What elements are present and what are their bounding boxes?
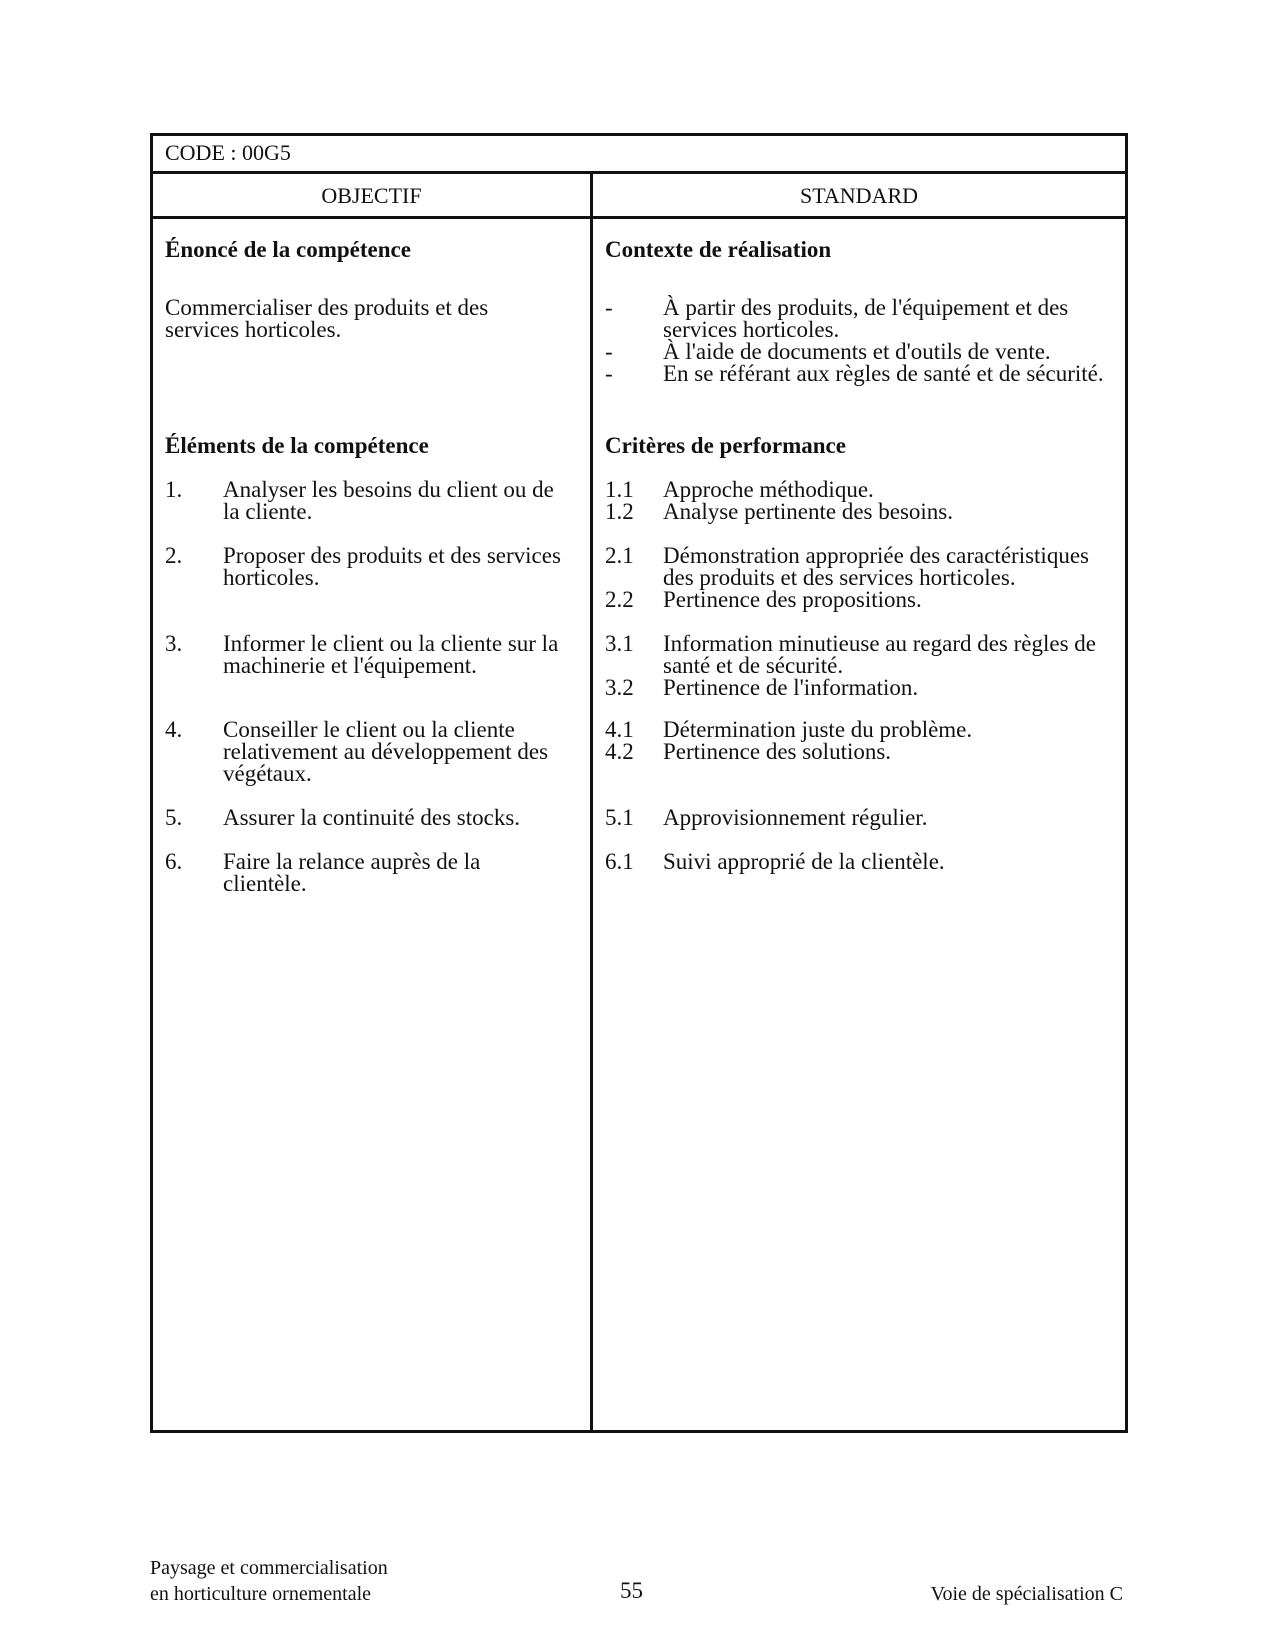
critere-item: [605, 545, 1105, 589]
criteres-group: [605, 807, 1105, 829]
contexte-bullet: -: [605, 361, 613, 386]
table-header: [153, 174, 1125, 219]
footer-program: [150, 1555, 388, 1607]
critere-item: [605, 479, 1105, 501]
element-item: [165, 479, 565, 523]
critere-item: [605, 851, 1105, 873]
element-text: Proposer des produits et des services horticoles.: [223, 543, 561, 590]
critere-number: 4.1: [605, 717, 634, 742]
element-item: [165, 851, 565, 895]
footer-program-line1: Paysage et commercialisation: [150, 1557, 388, 1579]
criteres-group: [605, 719, 1105, 763]
code-label: CODE : 00G5: [153, 136, 1125, 174]
contexte-item: [605, 363, 1105, 385]
contexte-title: Contexte de réalisation: [605, 237, 832, 262]
objectif-column: [153, 219, 593, 1430]
contexte-bullet: -: [605, 295, 613, 320]
criteres-group: [605, 479, 1105, 523]
standard-column: [593, 219, 1125, 1430]
critere-text: Démonstration appropriée des caractéristiques des produits et des services horticoles.: [663, 543, 1089, 590]
footer-specialisation: Voie de spécialisation C: [930, 1583, 1123, 1605]
critere-item: [605, 501, 1105, 523]
criteres-group: [605, 851, 1105, 873]
contexte-item: [605, 341, 1105, 363]
critere-item: [605, 741, 1105, 763]
contexte-text: À l'aide de documents et d'outils de vente.: [663, 339, 1051, 364]
page-number: 55: [620, 1578, 643, 1603]
element-text: Analyser les besoins du client ou de la cliente.: [223, 477, 554, 524]
element-item: [165, 719, 565, 785]
critere-number: 3.1: [605, 631, 634, 656]
element-item: [165, 545, 565, 589]
critere-text: Pertinence des solutions.: [663, 739, 892, 764]
critere-number: 6.1: [605, 849, 634, 874]
element-number: 5.: [165, 805, 183, 830]
contexte-text: En se référant aux règles de santé et de sécurité.: [663, 361, 1104, 386]
critere-item: [605, 589, 1105, 611]
critere-number: 2.2: [605, 587, 634, 612]
element-text: Informer le client ou la cliente sur la machinerie et l'équipement.: [223, 631, 559, 678]
critere-number: 5.1: [605, 805, 634, 830]
contexte-item: [605, 297, 1105, 341]
contexte-text: À partir des produits, de l'équipement et des services horticoles.: [663, 295, 1069, 342]
critere-number: 1.1: [605, 477, 634, 502]
critere-text: Approche méthodique.: [663, 477, 874, 502]
critere-text: Suivi approprié de la clientèle.: [663, 849, 945, 874]
critere-number: 4.2: [605, 739, 634, 764]
critere-text: Information minutieuse au regard des règles de santé et de sécurité.: [663, 631, 1097, 678]
elements-title: Éléments de la compétence: [165, 433, 429, 458]
header-standard: STANDARD: [799, 183, 919, 208]
critere-item: [605, 633, 1105, 677]
element-item: [165, 633, 565, 677]
critere-number: 3.2: [605, 675, 634, 700]
critere-text: Analyse pertinente des besoins.: [663, 499, 953, 524]
critere-item: [605, 677, 1105, 699]
element-text: Conseiller le client ou la cliente relativement au développement des végétaux.: [223, 717, 549, 786]
critere-text: Pertinence de l'information.: [663, 675, 919, 700]
element-item: [165, 807, 565, 829]
critere-text: Approvisionnement régulier.: [663, 805, 928, 830]
enonce-text: Commercialiser des produits et des services horticoles.: [165, 295, 489, 342]
element-number: 6.: [165, 849, 183, 874]
criteres-group: [605, 545, 1105, 611]
element-text: Assurer la continuité des stocks.: [223, 805, 521, 830]
critere-number: 1.2: [605, 499, 634, 524]
element-number: 2.: [165, 543, 183, 568]
footer-program-line2: en horticulture ornementale: [150, 1583, 372, 1605]
element-number: 1.: [165, 477, 183, 502]
critere-item: [605, 719, 1105, 741]
enonce-title: Énoncé de la compétence: [165, 237, 411, 262]
criteres-group: [605, 633, 1105, 699]
criteres-title: Critères de performance: [605, 433, 846, 458]
element-text: Faire la relance auprès de la clientèle.: [223, 849, 481, 896]
table-body: [153, 219, 1125, 1430]
contexte-bullet: -: [605, 339, 613, 364]
critere-item: [605, 807, 1105, 829]
header-objectif: OBJECTIF: [153, 174, 593, 216]
critere-text: Détermination juste du problème.: [663, 717, 973, 742]
critere-text: Pertinence des propositions.: [663, 587, 922, 612]
element-number: 3.: [165, 631, 183, 656]
competency-table: [150, 133, 1128, 1433]
critere-number: 2.1: [605, 543, 634, 568]
element-number: 4.: [165, 717, 183, 742]
contexte-list: [605, 297, 1105, 385]
